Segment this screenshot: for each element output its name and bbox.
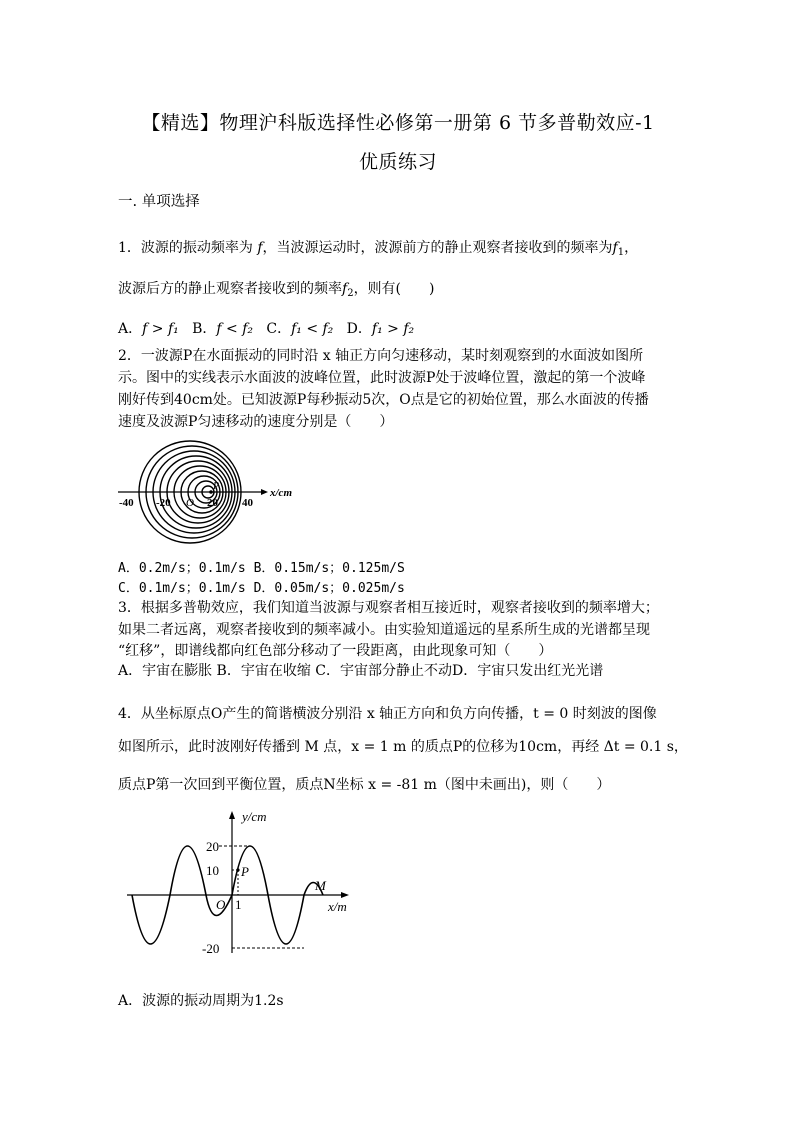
q1-options [118,318,414,338]
q1-stem-line1 [118,237,638,258]
q1-f1-sub: 1 [617,247,625,258]
q4-wave-graph [120,808,370,958]
y-axis-label: y/cm [242,809,267,824]
q1-option-b: f < f₂ [216,321,253,337]
q2-options-line1: A．0.2m/s；0.1m/s B．0.15m/s；0.125m/S [118,561,405,576]
p-label: P [213,481,220,492]
x-axis-label: x/m [328,899,347,914]
q4-option-a: A．波源的振动周期为1.2s [118,993,284,1009]
q3-stem-line2: 如果二者远离，观察者接收到的频率减小。由实验知道遥远的星系所生成的光谱都呈现 [118,622,650,638]
tick-1: 1 [235,897,242,912]
section-heading: 一. 单项选择 [118,194,200,210]
q1-option-c-label: C． [266,321,292,337]
q1-text-b: ，当波源运动时，波源前方的静止观察者接收到的频率为 [262,240,613,256]
x-axis-arrow [341,892,349,898]
x-axis-label: x/cm [270,487,292,499]
q1-option-c: f₁ < f₂ [291,321,334,337]
q1-text-a: 1．波源的振动频率为 [118,240,258,256]
q3-stem-line1: 3．根据多普勒效应，我们知道当波源与观察者相互接近时，观察者接收到的频率增大； [118,600,659,616]
page-subtitle: 优质练习 [358,151,437,173]
q2-stem-line3: 刚好传到40cm处。已知波源P每秒振动5次，O点是它的初始位置，那么水面波的传播 [118,392,649,408]
q1-option-a-label: A． [118,321,143,337]
q1-f2: f [342,281,348,297]
tick-neg20: -20 [202,941,220,956]
tick-20: 20 [206,839,219,854]
q1-f2-sub: 2 [347,288,354,299]
x-axis-arrow [261,489,268,495]
tick-10: 10 [206,863,219,878]
p-label: P [241,864,249,879]
tick-neg20: -20 [156,497,171,509]
q2-stem-line1: 2．一波源P在水面振动的同时沿 x 轴正方向匀速移动，某时刻观察到的水面波如图所 [118,348,644,364]
m-label: M [315,878,326,893]
origin-label: O [216,897,226,912]
q1-line2-b: ，则有( ) [353,281,435,297]
q1-option-d: f₁ > f₂ [371,321,415,337]
q1-f1: f [612,240,618,256]
y-axis-arrow [229,811,235,819]
tick-40: 40 [242,497,253,509]
q4-stem-line3: 质点P第一次回到平衡位置，质点N坐标 x = -81 m（图中未画出)，则（ ） [118,777,611,793]
tick-neg40: -40 [119,497,134,509]
q4-stem-line1: 4．从坐标原点O产生的简谐横波分别沿 x 轴正方向和负方向传播，t = 0 时刻波的图像 [118,706,657,722]
q1-option-d-label: D． [346,321,372,337]
tick-20: 20 [207,497,218,509]
q2-options-line2: C．0.1m/s；0.1m/s D．0.05m/s；0.025m/s [118,581,405,596]
q2-wave-figure [110,436,310,548]
q1-option-a: f > f₁ [142,321,179,337]
point-p [236,868,239,871]
q3-stem-line3: “红移”，即谱线都向红色部分移动了一段距离，由此现象可知（ ） [118,643,553,659]
q1-option-b-label: B． [192,321,217,337]
q1-stem-line2 [118,278,435,299]
q4-stem-line2: 如图所示，此时波刚好传播到 M 点，x = 1 m 的质点P的位移为10cm，再经 Δt = 0.1 s， [118,739,688,755]
origin-label: O [186,497,194,509]
q1-text-c: ， [624,240,639,256]
q2-stem-line2: 示。图中的实线表示水面波的波峰位置，此时波源P处于波峰位置，激起的第一个波峰 [118,370,646,386]
page-title: 【精选】物理沪科版选择性必修第一册第 6 节多普勒效应-1 [141,112,655,134]
q3-options: A．宇宙在膨胀 B．宇宙在收缩 C．宇宙部分静止不动D．宇宙只发出红光光谱 [118,663,604,679]
q1-f: f [257,240,263,256]
q1-line2-a: 波源后方的静止观察者接收到的频率 [118,281,342,297]
q2-stem-line4: 速度及波源P匀速移动的速度分别是（ ） [118,414,394,430]
